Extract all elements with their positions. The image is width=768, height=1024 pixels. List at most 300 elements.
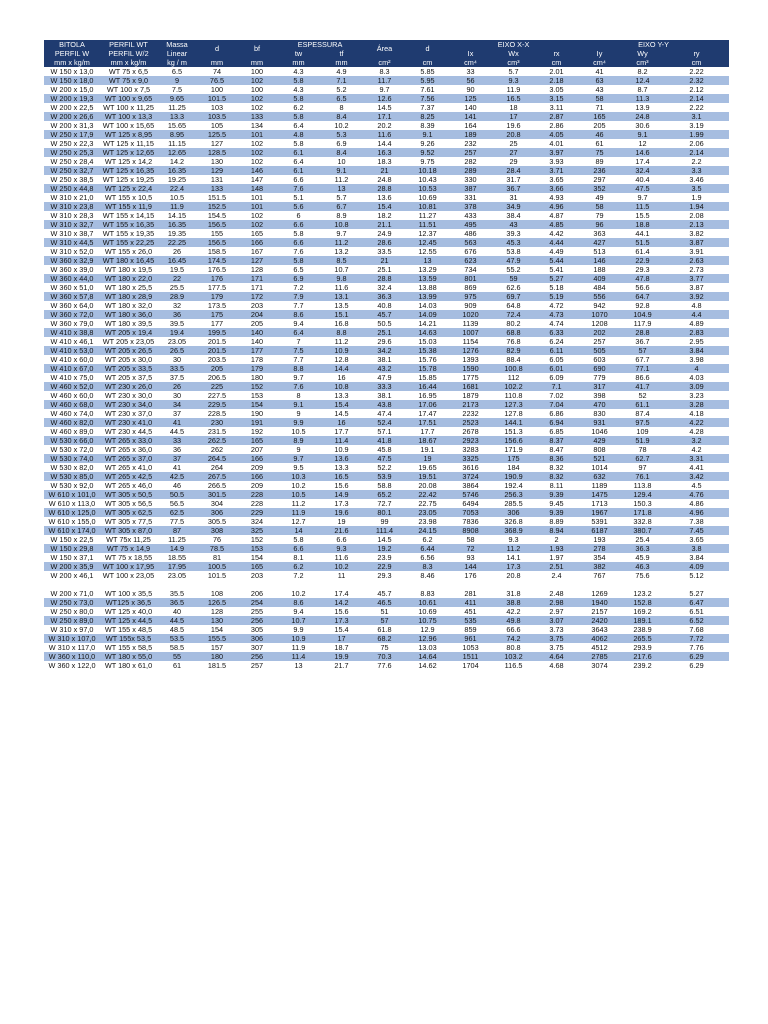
table-cell: 55 [157, 652, 197, 661]
table-cell: 8.32 [535, 472, 578, 481]
unit-perfil-wt: mm x kg/m [100, 58, 157, 67]
table-row [44, 589, 729, 598]
table-cell: W 610 x 125,0 [44, 508, 100, 517]
table-cell: 13.3 [320, 463, 363, 472]
table-cell: 3.3 [664, 166, 729, 175]
table-cell: 57.1 [363, 427, 406, 436]
table-cell: 8.4 [320, 148, 363, 157]
table-cell: 102 [237, 220, 277, 229]
table-cell: 368.9 [492, 526, 535, 535]
table-cell: 6.52 [664, 616, 729, 625]
table-cell: 255 [237, 607, 277, 616]
table-cell: 140 [449, 103, 492, 112]
table-cell: 10.5 [157, 193, 197, 202]
table-cell: 26 [157, 247, 197, 256]
table-cell: WT 265 x 42,5 [100, 472, 157, 481]
table-cell: 47.9 [363, 373, 406, 382]
table-cell: 97 [621, 463, 664, 472]
table-cell: WT 125 x 11,15 [100, 139, 157, 148]
table-cell: 3.93 [535, 157, 578, 166]
table-cell: 180 [237, 373, 277, 382]
table-cell: 205 [578, 121, 621, 130]
table-cell: 176.5 [197, 265, 237, 274]
table-cell: W 150 x 22,5 [44, 535, 100, 544]
table-cell: 5.18 [535, 283, 578, 292]
table-cell: 228.5 [197, 409, 237, 418]
table-cell: W 610 x 113,0 [44, 499, 100, 508]
unit-wx: cm³ [492, 58, 535, 67]
table-row [44, 643, 729, 652]
table-cell: 51 [363, 607, 406, 616]
table-cell: 5.8 [277, 256, 320, 265]
table-cell: 43 [492, 220, 535, 229]
table-cell: 3.66 [535, 184, 578, 193]
table-cell: 15.38 [406, 346, 449, 355]
table-cell: 40 [157, 607, 197, 616]
table-cell: 7.61 [406, 85, 449, 94]
table-cell: 236 [578, 166, 621, 175]
table-cell: 5.12 [664, 571, 729, 580]
table-cell: 7836 [449, 517, 492, 526]
table-cell: 9.26 [406, 139, 449, 148]
table-cell: 11.9 [157, 202, 197, 211]
table-cell: 4512 [578, 643, 621, 652]
header-perfil-wt: PERFIL WT [100, 40, 157, 49]
table-cell: 5.95 [406, 76, 449, 85]
table-cell: 25.1 [363, 265, 406, 274]
table-cell: 46 [157, 481, 197, 490]
table-cell: WT 305 x 87,0 [100, 526, 157, 535]
table-cell: 411 [449, 598, 492, 607]
table-cell: 1007 [449, 328, 492, 337]
table-cell: 297 [578, 175, 621, 184]
table-cell: W 310 x 117,0 [44, 643, 100, 652]
table-cell: W 200 x 15,0 [44, 85, 100, 94]
table-cell: 11.2 [492, 544, 535, 553]
table-cell: 175 [492, 454, 535, 463]
table-cell: 55.2 [492, 265, 535, 274]
table-cell: 102.2 [492, 382, 535, 391]
table-cell: 3.71 [535, 166, 578, 175]
table-cell: 4.28 [664, 427, 729, 436]
table-cell: 61 [157, 661, 197, 670]
table-cell: 102 [237, 148, 277, 157]
table-cell: 6.44 [406, 544, 449, 553]
table-cell: 12.45 [406, 238, 449, 247]
table-cell: 2 [535, 535, 578, 544]
table-cell: W 310 x 97,0 [44, 625, 100, 634]
table-cell: 21 [363, 256, 406, 265]
table-cell: 6.33 [535, 328, 578, 337]
table-cell: 11.6 [320, 283, 363, 292]
table-cell: WT 155 x 22,25 [100, 238, 157, 247]
table-cell: 38.1 [363, 355, 406, 364]
table-cell: 56.6 [621, 283, 664, 292]
table-cell: 6.6 [277, 220, 320, 229]
table-cell: 36.3 [621, 544, 664, 553]
table-cell: 31.8 [492, 589, 535, 598]
table-cell: 192 [237, 427, 277, 436]
table-cell: 8.8 [320, 328, 363, 337]
table-cell: 6.6 [320, 535, 363, 544]
table-cell: 7.6 [277, 382, 320, 391]
table-cell: W 610 x 174,0 [44, 526, 100, 535]
table-cell: 4.73 [535, 310, 578, 319]
table-cell: 10.2 [320, 562, 363, 571]
table-cell: 3074 [578, 661, 621, 670]
table-cell: 5.8 [277, 76, 320, 85]
table-cell: 75.6 [621, 571, 664, 580]
table-cell: W 360 x 44,0 [44, 274, 100, 283]
table-cell: 189.1 [621, 616, 664, 625]
table-cell: 14.9 [157, 544, 197, 553]
table-cell: 49 [578, 193, 621, 202]
table-cell: 332.8 [621, 517, 664, 526]
table-cell: 21 [363, 166, 406, 175]
table-cell: 164 [449, 121, 492, 130]
table-cell: 152 [237, 382, 277, 391]
table-cell: 4.4 [664, 310, 729, 319]
table-cell: 129 [197, 166, 237, 175]
header-bitola: BITOLA [44, 40, 100, 49]
table-cell: 4.89 [664, 319, 729, 328]
table-cell: 7.1 [320, 76, 363, 85]
table-cell: 354 [578, 553, 621, 562]
table-cell: 156.5 [197, 220, 237, 229]
table-cell: 317 [578, 382, 621, 391]
table-cell: 17.4 [621, 157, 664, 166]
table-row [44, 661, 729, 670]
table-cell: 49.8 [492, 616, 535, 625]
table-cell: 180 [197, 652, 237, 661]
table-cell: 10.69 [406, 193, 449, 202]
table-cell: 1020 [449, 310, 492, 319]
table-cell: 3.09 [664, 382, 729, 391]
table-cell: 1713 [578, 499, 621, 508]
table-cell: 71 [578, 103, 621, 112]
table-cell: WT 100 x 11,25 [100, 103, 157, 112]
steel-profile-table [44, 40, 729, 670]
table-cell: 11.51 [406, 220, 449, 229]
table-cell: 147 [237, 175, 277, 184]
table-cell: 3616 [449, 463, 492, 472]
table-cell: 62.5 [157, 508, 197, 517]
table-cell: 2.06 [664, 139, 729, 148]
table-cell: 13.5 [320, 301, 363, 310]
table-cell: WT 75x 11,25 [100, 535, 157, 544]
unit-area: cm² [363, 58, 406, 67]
table-cell: 15.85 [406, 373, 449, 382]
table-cell: W 530 x 74,0 [44, 454, 100, 463]
table-cell: 325 [237, 526, 277, 535]
table-cell: 254 [237, 598, 277, 607]
table-cell: 14.2 [320, 598, 363, 607]
table-cell: 3.84 [664, 553, 729, 562]
table-cell: 8.36 [535, 454, 578, 463]
table-cell: 7.2 [277, 571, 320, 580]
table-cell: WT 75 x 14,9 [100, 544, 157, 553]
table-cell: 278 [578, 544, 621, 553]
table-cell: 88.4 [492, 355, 535, 364]
table-cell: 34.2 [363, 346, 406, 355]
table-cell: 6.5 [157, 67, 197, 76]
table-cell: 13.99 [406, 292, 449, 301]
table-cell: 15.78 [406, 364, 449, 373]
table-cell: 1.93 [535, 544, 578, 553]
table-cell: WT 100 x 17,95 [100, 562, 157, 571]
table-cell: 13.6 [320, 454, 363, 463]
table-cell: 7.72 [664, 634, 729, 643]
table-cell: 61 [578, 139, 621, 148]
table-cell: 2.14 [664, 148, 729, 157]
table-cell: WT 155x 53,5 [100, 634, 157, 643]
table-cell: 9.7 [277, 373, 320, 382]
table-cell: 3724 [449, 472, 492, 481]
table-cell: 7.7 [277, 301, 320, 310]
table-cell: 12.8 [320, 355, 363, 364]
table-cell: 108 [197, 589, 237, 598]
table-cell: 21.7 [320, 661, 363, 670]
table-cell: 75 [578, 148, 621, 157]
table-row [44, 382, 729, 391]
table-cell: 57 [363, 616, 406, 625]
table-cell: 9.52 [406, 148, 449, 157]
table-cell: 152.8 [621, 598, 664, 607]
table-cell: 7.56 [406, 94, 449, 103]
table-cell: 17.4 [320, 589, 363, 598]
table-cell: W 460 x 52,0 [44, 382, 100, 391]
table-cell: 11.5 [621, 202, 664, 211]
table-cell: 171.9 [492, 445, 535, 454]
table-cell: 1.97 [535, 553, 578, 562]
table-cell: 3.65 [535, 175, 578, 184]
table-cell: 1269 [578, 589, 621, 598]
table-cell: WT 305 x 77,5 [100, 517, 157, 526]
table-cell: 217.6 [621, 652, 664, 661]
table-cell: 23.05 [406, 508, 449, 517]
table-cell: W 310 x 38,7 [44, 229, 100, 238]
table-cell: W 530 x 85,0 [44, 472, 100, 481]
table-cell: 72.4 [492, 310, 535, 319]
table-cell: 264.5 [197, 454, 237, 463]
table-cell: 8 [277, 391, 320, 400]
table-cell: 767 [578, 571, 621, 580]
table-row [44, 427, 729, 436]
table-cell: 166 [237, 454, 277, 463]
table-cell: 203 [237, 301, 277, 310]
table-row [44, 148, 729, 157]
table-cell: 676 [449, 247, 492, 256]
table-cell: 2.4 [535, 571, 578, 580]
table-cell: W 530 x 66,0 [44, 436, 100, 445]
table-cell: 8.9 [277, 436, 320, 445]
table-cell: 113.8 [621, 481, 664, 490]
table-cell: W 360 x 110,0 [44, 652, 100, 661]
table-cell: 6.6 [277, 544, 320, 553]
table-cell: 156.5 [197, 238, 237, 247]
table-cell: 78 [621, 445, 664, 454]
table-cell: 4.74 [535, 319, 578, 328]
table-cell: 307 [237, 643, 277, 652]
table-cell: 11.15 [157, 139, 197, 148]
table-cell: 1967 [578, 508, 621, 517]
table-cell: 9.1 [621, 130, 664, 139]
table-cell: 2.13 [664, 220, 729, 229]
table-cell: 227.5 [197, 391, 237, 400]
table-row [44, 175, 729, 184]
table-cell: 75 [363, 643, 406, 652]
table-cell: 6.4 [277, 328, 320, 337]
table-cell: W 360 x 72,0 [44, 310, 100, 319]
table-cell: 4.2 [664, 445, 729, 454]
table-cell: 8.4 [320, 112, 363, 121]
table-cell: 201.5 [197, 346, 237, 355]
table-cell: W 200 x 71,0 [44, 589, 100, 598]
table-cell: 17.06 [406, 400, 449, 409]
table-cell: 3.28 [664, 400, 729, 409]
table-cell: 10.43 [406, 175, 449, 184]
table-cell: 13.6 [363, 193, 406, 202]
table-cell: 11.9 [492, 85, 535, 94]
table-cell: WT 125 x 16,35 [100, 166, 157, 175]
table-cell: 4.87 [535, 211, 578, 220]
table-cell: 177 [197, 319, 237, 328]
table-cell: 45.9 [621, 553, 664, 562]
table-row [44, 166, 729, 175]
table-cell: 9.7 [320, 229, 363, 238]
table-cell: 34.9 [492, 202, 535, 211]
table-row [44, 373, 729, 382]
header-bf: bf [237, 40, 277, 58]
table-cell: 12.7 [277, 517, 320, 526]
table-cell: 3.2 [664, 436, 729, 445]
table-row [44, 535, 729, 544]
table-cell: 2523 [449, 418, 492, 427]
table-cell: 6.4 [277, 121, 320, 130]
table-cell: 232 [449, 139, 492, 148]
table-cell: 1189 [578, 481, 621, 490]
table-cell: 14.15 [157, 211, 197, 220]
table-row [44, 490, 729, 499]
table-cell: 8.9 [320, 211, 363, 220]
table-cell: 179 [237, 364, 277, 373]
table-cell: 12.6 [363, 94, 406, 103]
table-cell: 5.41 [535, 265, 578, 274]
table-cell: 5746 [449, 490, 492, 499]
table-cell: 4.96 [664, 508, 729, 517]
table-cell: 127.3 [492, 400, 535, 409]
table-cell: 4.22 [664, 418, 729, 427]
table-cell: 5.1 [277, 193, 320, 202]
table-cell: 44.1 [621, 229, 664, 238]
table-cell: 13.1 [320, 292, 363, 301]
table-cell: 29.3 [621, 265, 664, 274]
table-cell: 10.2 [320, 121, 363, 130]
table-cell: 5.6 [277, 202, 320, 211]
table-cell: 433 [449, 211, 492, 220]
table-cell: 22.25 [157, 238, 197, 247]
table-cell: 2.95 [664, 337, 729, 346]
table-cell: 1208 [578, 319, 621, 328]
table-cell: 44.5 [157, 427, 197, 436]
table-cell: 153 [237, 391, 277, 400]
table-cell: 178 [237, 355, 277, 364]
unit-tf: mm [320, 58, 363, 67]
table-cell: 8.11 [535, 481, 578, 490]
table-cell: 80.1 [363, 508, 406, 517]
table-cell: 3.75 [535, 643, 578, 652]
table-cell: 14.4 [320, 364, 363, 373]
table-cell: 2.98 [535, 598, 578, 607]
table-cell: 6.56 [406, 553, 449, 562]
table-cell: 17.3 [320, 499, 363, 508]
table-cell: 4.09 [664, 562, 729, 571]
table-cell: 14.5 [363, 535, 406, 544]
table-cell: 12.9 [406, 625, 449, 634]
table-cell: 10.7 [320, 265, 363, 274]
table-cell: W 310 x 107,0 [44, 634, 100, 643]
table-cell: 52.4 [363, 418, 406, 427]
table-cell: 61.4 [621, 247, 664, 256]
table-cell: 808 [578, 445, 621, 454]
table-cell: WT 180 x 28,9 [100, 292, 157, 301]
table-cell: 206 [237, 589, 277, 598]
table-cell: 14.5 [320, 409, 363, 418]
table-cell: 3.65 [664, 535, 729, 544]
table-cell: 96 [578, 220, 621, 229]
table-cell: 3.98 [664, 355, 729, 364]
table-cell: WT 125 x 12,65 [100, 148, 157, 157]
table-cell: 46.3 [621, 562, 664, 571]
table-row [44, 364, 729, 373]
table-cell: WT 125 x 19,25 [100, 175, 157, 184]
table-cell: 10.2 [277, 589, 320, 598]
table-cell: 45.8 [363, 445, 406, 454]
table-cell: 56.5 [157, 499, 197, 508]
table-cell: 101 [237, 202, 277, 211]
table-cell: 19.9 [320, 652, 363, 661]
table-cell: 17 [492, 112, 535, 121]
table-row [44, 508, 729, 517]
table-cell: 961 [449, 634, 492, 643]
table-cell: 22.75 [406, 499, 449, 508]
table-cell: 15.6 [320, 481, 363, 490]
table-cell: 7.9 [277, 292, 320, 301]
table-cell: 10.5 [277, 490, 320, 499]
table-cell: 3.73 [535, 625, 578, 634]
table-cell: 166 [237, 472, 277, 481]
table-cell: 175 [197, 310, 237, 319]
table-cell: 42.5 [157, 472, 197, 481]
table-cell: 282 [449, 157, 492, 166]
table-cell: 117.9 [621, 319, 664, 328]
table-cell: 257 [449, 148, 492, 157]
table-cell: 22 [157, 274, 197, 283]
table-cell: 176 [449, 571, 492, 580]
table-cell: 203 [237, 571, 277, 580]
table-cell: 4.76 [664, 490, 729, 499]
table-cell: 101.5 [197, 571, 237, 580]
table-cell: 172 [237, 292, 277, 301]
table-cell: 130 [197, 616, 237, 625]
table-cell: WT 180 x 55,0 [100, 652, 157, 661]
table-cell: 14.62 [406, 661, 449, 670]
unit-d2: cm [406, 58, 449, 67]
table-cell: 28.9 [157, 292, 197, 301]
table-cell: 37 [157, 454, 197, 463]
table-cell: 301.5 [197, 490, 237, 499]
table-row [44, 211, 729, 220]
